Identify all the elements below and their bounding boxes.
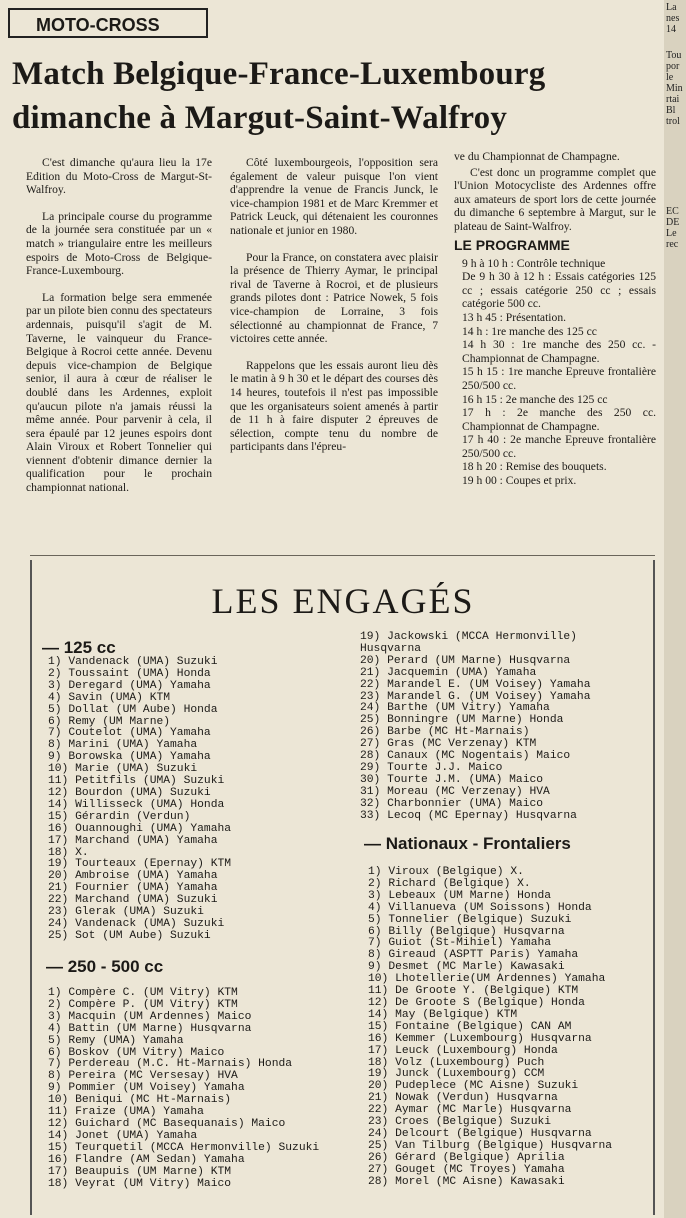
programme-title: LE PROGRAMME xyxy=(454,236,570,253)
edge-fragment: EC xyxy=(666,206,679,217)
list-item: 18) X. xyxy=(48,846,89,859)
programme-item: De 9 h 30 à 12 h : Essais catégories 125 cc ; essais catégorie 250 cc ; essais catégorie 500 cc. xyxy=(462,270,656,311)
edge-fragment: nes xyxy=(666,13,680,24)
divider xyxy=(30,555,655,556)
list-item: 8) Marini (UMA) Yamaha xyxy=(48,739,198,752)
edge-fragment: Tou xyxy=(666,50,682,61)
list-item: 21) Nowak (Verdun) Husqvarna xyxy=(368,1092,558,1105)
list-item: 25) Sot (UM Aube) Suzuki xyxy=(48,929,211,942)
list-item: 22) Marandel E. (UM Voisey) Yamaha xyxy=(360,678,591,691)
programme-item: 14 h : 1re manche des 125 cc xyxy=(462,324,597,338)
list-item: 30) Tourte J.M. (UMA) Maico xyxy=(360,773,544,786)
list-item: 3) Lebeaux (UM Marne) Honda xyxy=(368,889,552,902)
list-item: 4) Battin (UM Marne) Husqvarna xyxy=(48,1022,252,1035)
edge-fragment: rtai xyxy=(666,94,680,105)
list-item: 19) Jackowski (MCCA Hermonville) xyxy=(360,631,577,643)
programme-list xyxy=(454,257,656,488)
list-item: 14) May (Belgique) KTM xyxy=(368,1008,518,1021)
list-item: 17) Marchand (UMA) Yamaha xyxy=(48,834,218,847)
edge-fragment: DE xyxy=(666,217,680,228)
list-item: 32) Charbonnier (UMA) Maico xyxy=(360,797,544,810)
list-item: 24) Delcourt (Belgique) Husqvarna xyxy=(368,1127,592,1140)
paragraph: Pour la France, on constatera avec plaisir la présence de Thierry Aymar, le principal rival de Taverne à Rocroi, et de plusieurs grands pilotes dont : Patrice Nowek, 5 fois vice-champion de Lorraine, 3 fois sélectionné au championnat de France, 7 victoires cette année. xyxy=(230,250,438,346)
list-item: 26) Gérard (Belgique) Aprilia xyxy=(368,1151,565,1164)
list-item: 25) Van Tilburg (Belgique) Husqvarna xyxy=(368,1139,613,1152)
list-item: 4) Villanueva (UM Soissons) Honda xyxy=(368,901,592,914)
nationaux-frontaliers-list xyxy=(368,867,612,1188)
adjacent-page-edge xyxy=(664,0,686,1218)
list-item: 9) Pommier (UM Voisey) Yamaha xyxy=(48,1082,245,1095)
list-item: 9) Borowska (UMA) Yamaha xyxy=(48,751,211,764)
article-column-1 xyxy=(26,156,212,508)
list-item: 12) Bourdon (UMA) Suzuki xyxy=(48,786,211,799)
list-item: 18) Volz (Luxembourg) Puch xyxy=(368,1056,545,1069)
programme-item: 17 h 40 : 2e manche Epreuve frontalière 250/500 cc. xyxy=(462,433,656,460)
edge-fragment: le xyxy=(666,72,674,83)
list-item: 3) Deregard (UMA) Yamaha xyxy=(48,679,211,692)
list-item: 16) Flandre (AM Sedan) Yamaha xyxy=(48,1153,245,1166)
edge-fragment: Min xyxy=(666,83,683,94)
list-item: 6) Billy (Belgique) Husqvarna xyxy=(368,925,565,938)
list-item: 12) Guichard (MC Basequanais) Maico xyxy=(48,1117,286,1130)
list-item: 21) Fournier (UMA) Yamaha xyxy=(48,882,218,895)
edge-fragment: por xyxy=(666,61,680,72)
headline-line-2: dimanche à Margut-Saint-Walfroy xyxy=(12,100,508,136)
list-item: 23) Glerak (UMA) Suzuki xyxy=(48,906,204,919)
programme-item: 9 h à 10 h : Contrôle technique xyxy=(462,256,606,270)
list-item: 22) Marchand (UMA) Suzuki xyxy=(48,894,218,907)
category-250-500-heading: — 250 - 500 cc xyxy=(46,957,164,976)
list-item: 28) Morel (MC Aisne) Kawasaki xyxy=(368,1175,565,1188)
paragraph: Rappelons que les essais auront lieu dès le matin à 9 h 30 et le départ des courses dès 14 heures, toutefois il n'est pas impossible que les organisateurs soient amenés à partir de 11 h à faire disputer 2 épreuves de sélection, compte tenu du nombre de participants dans l'épreu- xyxy=(230,358,438,454)
edge-text-top xyxy=(666,2,679,35)
list-item: 8) Pereira (MC Versesay) HVA xyxy=(48,1070,238,1083)
edge-fragment: Le xyxy=(666,228,677,239)
list-item: 17) Leuck (Luxembourg) Honda xyxy=(368,1044,558,1057)
programme-item: 13 h 45 : Présentation. xyxy=(462,310,567,324)
engages-title: LES ENGAGÉS xyxy=(211,581,475,621)
edge-fragment: rec xyxy=(666,239,679,250)
list-item: 8) Gireaud (ASPTT Paris) Yamaha xyxy=(368,949,579,962)
nationaux-frontaliers-heading: — Nationaux - Frontaliers xyxy=(364,834,571,853)
programme-item: 19 h 00 : Coupes et prix. xyxy=(462,474,577,488)
list-item: Husqvarna xyxy=(360,642,422,655)
paragraph: C'est donc un programme complet que l'Union Motocycliste des Ardennes offre aux amateurs de sport lors de cette journée du dimanche 6 septembre à Margut, sur le plateau de Saint-Walfroy. xyxy=(454,165,656,233)
list-item: 24) Barthe (UM Vitry) Yamaha xyxy=(360,702,550,715)
list-item: 1) Vandenack (UMA) Suzuki xyxy=(48,656,218,668)
list-item: 18) Veyrat (UM Vitry) Maico xyxy=(48,1177,232,1190)
list-item: 23) Marandel G. (UM Voisey) Yamaha xyxy=(360,690,591,703)
list-item: 10) Lhotellerie(UM Ardennes) Yamaha xyxy=(368,973,606,986)
list-item: 11) Petitfils (UMA) Suzuki xyxy=(48,775,225,788)
article-headline xyxy=(12,52,652,140)
list-item: 10) Beniqui (MC Ht-Marnais) xyxy=(48,1094,232,1107)
list-item: 20) Pudeplece (MC Aisne) Suzuki xyxy=(368,1080,579,1093)
list-item: 11) De Groote Y. (Belgique) KTM xyxy=(368,985,579,998)
paragraph: La formation belge sera emmenée par un pilote bien connu des spectateurs ardennais, puisqu'il s'agit de M. Taverne, le vainqueur du France-Belgique à Rocroi cette année. Devenu depuis vice-champion de Belgique senior, il aura à cœur de réaliser le doublé dans les Ardennes, exploit qu'aucun pilote n'a jamais réussi la même année. Pour parvenir à cela, il sera épaulé par 12 jeunes espoirs dont Alain Viroux et Robert Tonnelier qui viennent d'obtenir dimance dernier la qualification pour le prochain championnat national. xyxy=(26,290,212,495)
list-item: 33) Lecoq (MC Epernay) Husqvarna xyxy=(360,809,577,822)
article-column-3 xyxy=(454,150,656,488)
programme-item: 16 h 15 : 2e manche des 125 cc xyxy=(462,392,608,406)
list-item: 15) Fontaine (Belgique) CAN AM xyxy=(368,1020,572,1033)
list-item: 6) Boskov (UM Vitry) Maico xyxy=(48,1046,225,1059)
category-125-list xyxy=(48,657,231,943)
list-item: 1) Compère C. (UM Vitry) KTM xyxy=(48,987,238,999)
list-item: 14) Willisseck (UMA) Honda xyxy=(48,798,225,811)
paragraph: C'est dimanche qu'aura lieu la 17e Edition du Moto-Cross de Margut-St-Walfroy. xyxy=(26,156,212,197)
list-item: 5) Tonnelier (Belgique) Suzuki xyxy=(368,913,572,926)
programme-item: 15 h 15 : 1re manche Epreuve frontalière 250/500 cc. xyxy=(462,365,656,392)
list-item: 7) Perdereau (M.C. Ht-Marnais) Honda xyxy=(48,1058,293,1071)
list-item: 29) Tourte J.J. Maico xyxy=(360,761,503,774)
edge-text-lower xyxy=(666,206,679,250)
list-item: 12) De Groote S (Belgique) Honda xyxy=(368,996,585,1009)
programme-item: 18 h 20 : Remise des bouquets. xyxy=(462,460,607,474)
list-item: 7) Guiot (St-Mihiel) Yamaha xyxy=(368,937,552,950)
programme-item: 14 h 30 : 1re manche des 250 cc. - Championnat de Champagne. xyxy=(462,338,656,365)
list-item: 10) Marie (UMA) Suzuki xyxy=(48,763,198,776)
list-item: 15) Teurquetil (MCCA Hermonville) Suzuki xyxy=(48,1141,320,1154)
headline-line-1: Match Belgique-France-Luxembourg xyxy=(12,56,546,92)
list-item: 16) Kemmer (Luxembourg) Husqvarna xyxy=(368,1032,592,1045)
edge-fragment: Bl xyxy=(666,105,676,116)
list-item: 22) Aymar (MC Marle) Husqvarna xyxy=(368,1104,572,1117)
list-item: 2) Compère P. (UM Vitry) KTM xyxy=(48,998,238,1011)
article-column-2 xyxy=(230,156,438,467)
list-item: 19) Tourteaux (Epernay) KTM xyxy=(48,858,232,871)
list-item: 17) Beaupuis (UM Marne) KTM xyxy=(48,1165,232,1178)
list-item: 24) Vandenack (UMA) Suzuki xyxy=(48,917,225,930)
list-item: 26) Barbe (MC Ht-Marnais) xyxy=(360,726,530,739)
list-item: 25) Bonningre (UM Marne) Honda xyxy=(360,714,564,727)
list-item: 9) Desmet (MC Marle) Kawasaki xyxy=(368,961,565,974)
list-item: 19) Junck (Luxembourg) CCM xyxy=(368,1068,545,1081)
category-125-heading: — 125 cc xyxy=(42,638,116,657)
edge-fragment: trol xyxy=(666,116,680,127)
list-item: 31) Moreau (MC Verzenay) HVA xyxy=(360,785,550,798)
list-item: 2) Richard (Belgique) X. xyxy=(368,877,531,890)
section-rubric: MOTO-CROSS xyxy=(8,8,208,38)
category-250-500-list-continued xyxy=(360,632,591,823)
list-item: 27) Gouget (MC Troyes) Yamaha xyxy=(368,1163,565,1176)
list-item: 21) Jacquemin (UMA) Yamaha xyxy=(360,666,537,679)
list-item: 5) Remy (UMA) Yamaha xyxy=(48,1034,184,1047)
list-item: 28) Canaux (MC Nogentais) Maico xyxy=(360,750,571,763)
list-item: 7) Coutelot (UMA) Yamaha xyxy=(48,727,211,740)
edge-fragment: 14 xyxy=(666,24,676,35)
list-item: 11) Fraize (UMA) Yamaha xyxy=(48,1106,204,1119)
list-item: 16) Ouannoughi (UMA) Yamaha xyxy=(48,822,232,835)
list-item: 6) Remy (UM Marne) xyxy=(48,715,171,728)
edge-text-mid xyxy=(666,50,683,127)
paragraph-continuation: ve du Championnat de Champagne. xyxy=(454,150,620,163)
list-item: 27) Gras (MC Verzenay) KTM xyxy=(360,738,537,751)
programme-item: 17 h : 2e manche des 250 cc. Championnat de Champagne. xyxy=(462,406,656,433)
category-250-500-list xyxy=(48,988,319,1190)
list-item: 14) Jonet (UMA) Yamaha xyxy=(48,1129,198,1142)
list-item: 3) Macquin (UM Ardennes) Maico xyxy=(48,1010,252,1023)
list-item: 1) Viroux (Belgique) X. xyxy=(368,866,524,878)
edge-fragment: La xyxy=(666,2,677,13)
list-item: 23) Croes (Belgique) Suzuki xyxy=(368,1116,552,1129)
list-item: 4) Savin (UMA) KTM xyxy=(48,691,171,704)
list-item: 2) Toussaint (UMA) Honda xyxy=(48,667,211,680)
list-item: 20) Ambroise (UMA) Yamaha xyxy=(48,870,218,883)
paragraph: La principale course du programme de la journée sera constituée par un « match » triangulaire entre les meilleurs espoirs de Moto-Cross de Belgique-France-Luxembourg. xyxy=(26,209,212,278)
paragraph: Côté luxembourgeois, l'opposition sera également de valeur puisque l'on vient d'apprendre la venue de Francis Junck, le vice-champion 1981 et de Marc Kremmer et Patrick Leuck, qui détenaient les couronnes nationale et junior en 1980. xyxy=(230,156,438,237)
list-item: 5) Dollat (UM Aube) Honda xyxy=(48,703,218,716)
list-item: 20) Perard (UM Marne) Husqvarna xyxy=(360,654,571,667)
list-item: 15) Gérardin (Verdun) xyxy=(48,810,191,823)
